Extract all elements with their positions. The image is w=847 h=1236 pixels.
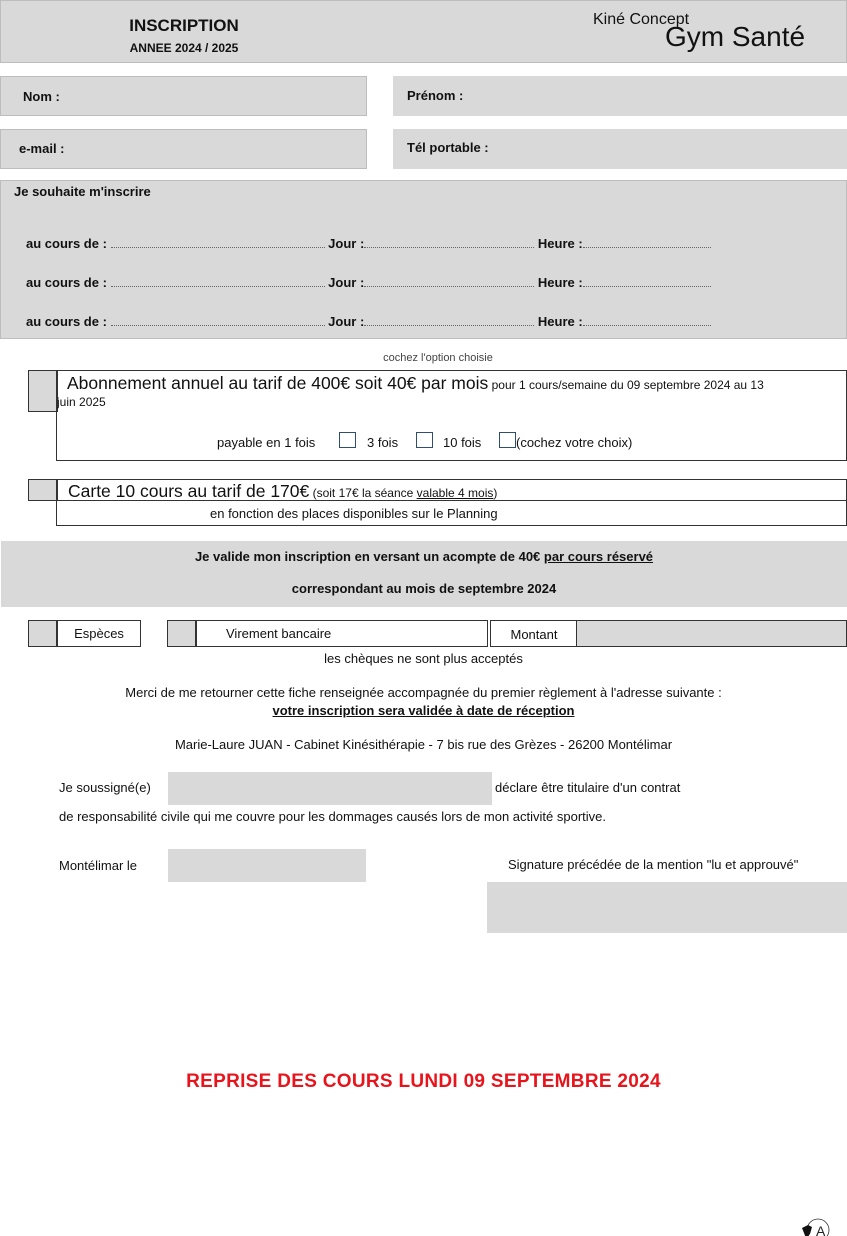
virement-checkbox[interactable] (167, 620, 197, 647)
prenom-field[interactable] (393, 76, 847, 116)
pay-3-fois-label: 3 fois (367, 435, 399, 450)
montant-box (490, 620, 578, 647)
annuel-detail-cont: juin 2025 (57, 395, 106, 409)
pay-1-fois-checkbox[interactable] (339, 432, 356, 448)
course-row (26, 314, 711, 329)
cours-input[interactable] (111, 324, 325, 326)
carte-sub: en fonction des places disponibles sur le Planning (210, 506, 498, 521)
acompte-line1 (1, 549, 847, 564)
pay-10-fois-label: 10 fois (443, 435, 482, 450)
options-hint: cochez l'option choisie (383, 352, 493, 364)
signature-label: Signature précédée de la mention "lu et approuvé" (508, 857, 799, 872)
jour-label: Jour : (328, 236, 365, 251)
heure-label: Heure : (537, 236, 583, 251)
montant-label: Montant (510, 627, 558, 642)
jour-input[interactable] (364, 285, 534, 287)
date-input[interactable] (168, 849, 366, 882)
heure-input[interactable] (583, 246, 711, 248)
montant-input[interactable] (576, 620, 847, 647)
virement-box (195, 620, 488, 647)
pay-10-fois-checkbox[interactable] (499, 432, 516, 448)
payable-label: payable en 1 fois (217, 435, 316, 450)
logo-letter: A (816, 1223, 826, 1236)
inscription-block (0, 180, 847, 339)
address: Marie-Laure JUAN - Cabinet Kinésithérapie - 7 bis rue des Grèzes - 26200 Montélimar (174, 737, 673, 752)
course-row (26, 275, 711, 290)
cours-input[interactable] (111, 246, 325, 248)
carte-divider (56, 500, 847, 501)
email-label: e-mail : (19, 141, 65, 156)
inscription-heading: Je souhaite m'inscrire (14, 184, 151, 199)
header-bar (0, 0, 847, 63)
carte-title: Carte 10 cours au tarif de 170€ (68, 481, 310, 501)
signature-input[interactable] (487, 882, 847, 933)
carte-text (68, 481, 497, 502)
reprise-banner: REPRISE DES COURS LUNDI 09 SEPTEMBRE 2024 (186, 1071, 661, 1092)
retour-line1: Merci de me retourner cette fiche renseignée accompagnée du premier règlement à l'adresse suivante : (125, 685, 722, 700)
heure-label: Heure : (537, 275, 583, 290)
jour-label: Jour : (328, 314, 365, 329)
jour-input[interactable] (364, 246, 534, 248)
heure-input[interactable] (583, 285, 711, 287)
tel-label: Tél portable : (407, 140, 489, 155)
form-year: ANNEE 2024 / 2025 (129, 41, 239, 55)
retour-line2 (0, 703, 847, 718)
retour-line2-text: votre inscription sera validée à date de réception (272, 703, 575, 718)
annuel-checkbox[interactable] (28, 370, 58, 412)
lieu-label: Montélimar le (59, 858, 138, 873)
virement-label: Virement bancaire (226, 626, 332, 641)
choix-label: (cochez votre choix) (516, 435, 633, 450)
cours-label: au cours de : (26, 314, 107, 329)
acompte-block (1, 541, 847, 607)
logo-icon (800, 1216, 830, 1236)
jour-input[interactable] (364, 324, 534, 326)
nom-field[interactable] (0, 76, 367, 116)
nom-label: Nom : (23, 89, 60, 104)
jour-label: Jour : (328, 275, 365, 290)
form-title: INSCRIPTION (129, 16, 239, 35)
carte-detail-b: ) (493, 486, 498, 500)
especes-label: Espèces (74, 626, 124, 641)
acompte-line1-text: Je valide mon inscription en versant un acompte de 40€ (194, 549, 544, 564)
brand-large: Gym Santé (665, 21, 806, 52)
annuel-detail: pour 1 cours/semaine du 09 septembre 2024 au 13 (488, 378, 764, 392)
carte-checkbox[interactable] (28, 479, 58, 501)
heure-label: Heure : (537, 314, 583, 329)
cours-label: au cours de : (26, 236, 107, 251)
cours-input[interactable] (111, 285, 325, 287)
pay-3-fois-checkbox[interactable] (416, 432, 433, 448)
soussigne-label: Je soussigné(e) (59, 780, 151, 795)
heure-input[interactable] (583, 324, 711, 326)
especes-checkbox[interactable] (28, 620, 58, 647)
especes-box (56, 620, 141, 647)
acompte-line1-underlined: par cours réservé (543, 549, 654, 564)
declaration-line2: de responsabilité civile qui me couvre pour les dommages causés lors de mon activité sportive. (59, 809, 606, 824)
course-row (26, 236, 711, 251)
annuel-text (57, 374, 837, 395)
prenom-label: Prénom : (407, 88, 464, 103)
annuel-title: Abonnement annuel au tarif de 400€ soit 40€ par mois (67, 373, 489, 393)
cours-label: au cours de : (26, 275, 107, 290)
carte-detail-validity: valable 4 mois (416, 486, 494, 500)
cheques-note: les chèques ne sont plus acceptés (324, 651, 523, 666)
declare-label: déclare être titulaire d'un contrat (495, 780, 681, 795)
carte-bottom-line (56, 525, 847, 526)
soussigne-input[interactable] (168, 772, 492, 805)
carte-detail-a: (soit 17€ la séance (309, 486, 417, 500)
brand-small: Kiné Concept (593, 11, 690, 28)
email-field[interactable] (0, 129, 367, 169)
tel-field[interactable] (393, 129, 847, 169)
acompte-line2: correspondant au mois de septembre 2024 (291, 581, 557, 596)
